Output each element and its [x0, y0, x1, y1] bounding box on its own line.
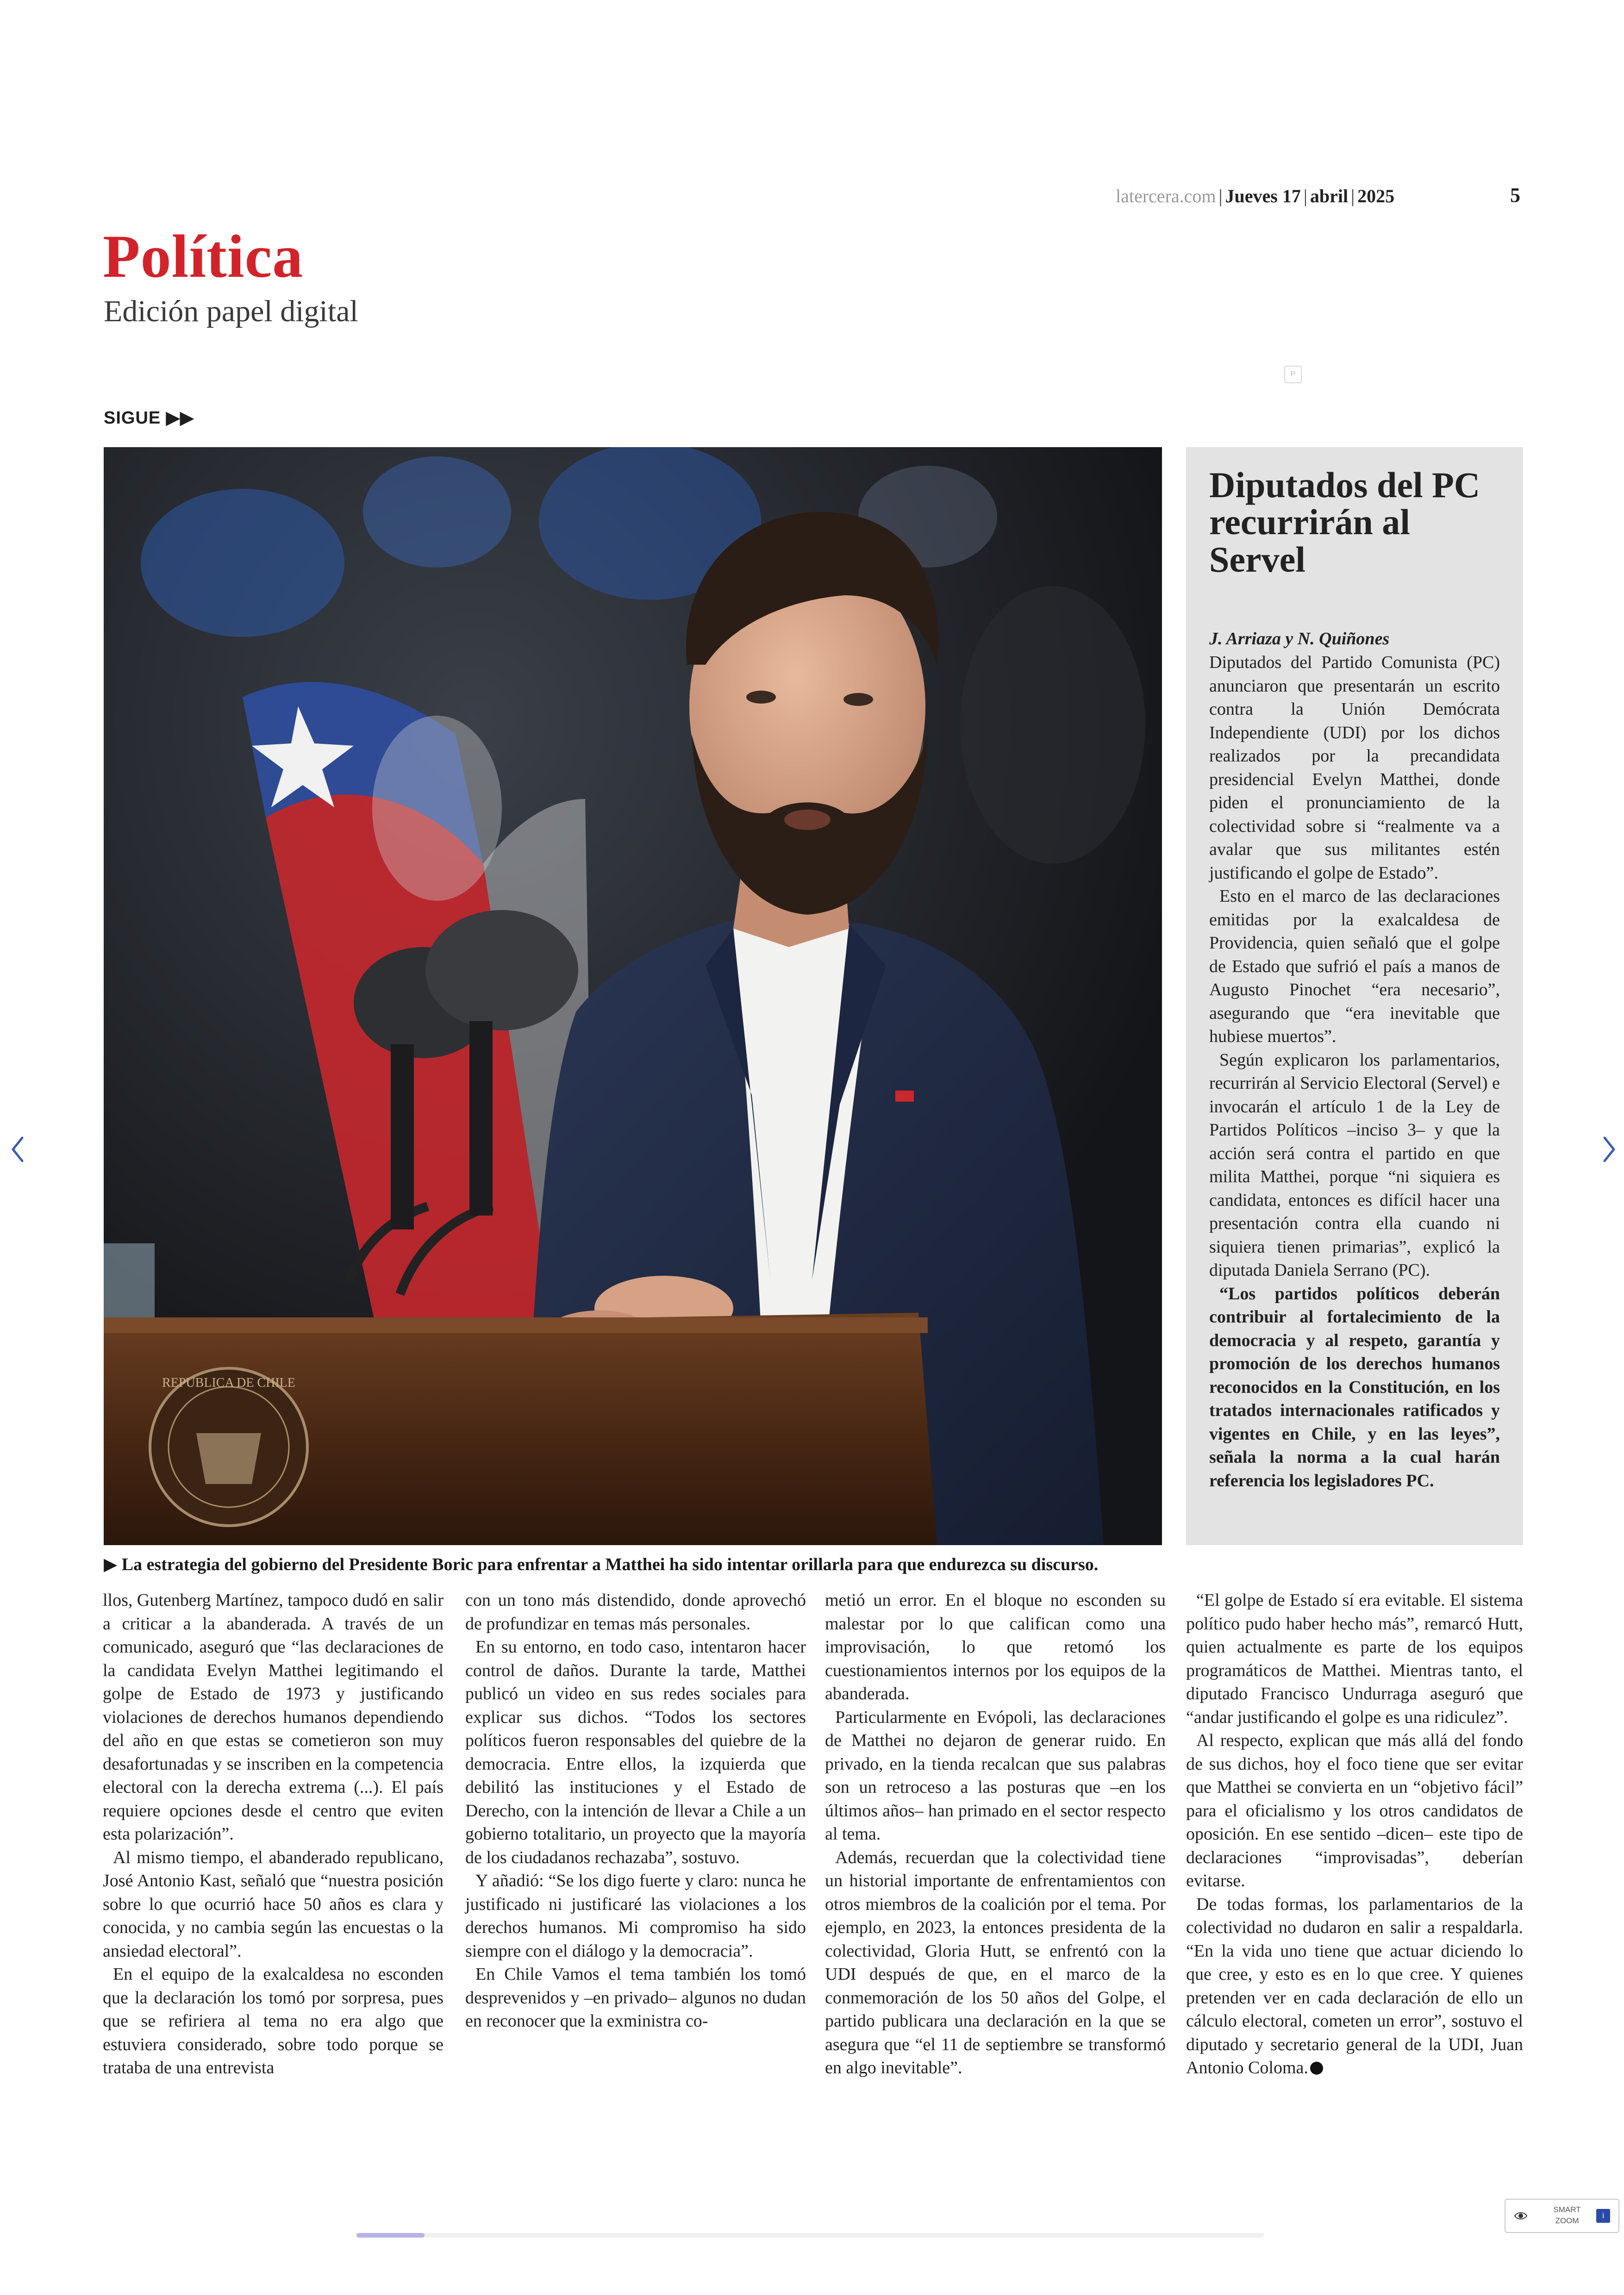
end-of-article-icon — [1310, 2062, 1323, 2075]
article-paragraph: Al respecto, explican que más allá del fondo de sus dichos, hoy el foco tiene que ser evitar que Matthei se convierta en un “objetivo fácil” para el oficialismo y los otros candidatos de oposición. En ese sentido –dicen– este tipo de declaraciones “improvisadas”, deberían evitarse. — [1186, 1731, 1523, 1890]
article-paragraph: Además, recuerdan que la colectividad tiene un historial importante de enfrentamientos con otros miembros de la coalición por el tema. Por ejemplo, en 2023, la entonces presidenta de la colectividad, Gloria Hutt, se enfrentó con la UDI después de que, en el marco de la conmemoración de los 50 años del Golpe, el partido publicara una declaración en la que se asegura que “el 11 de septiembre se transformó en algo inevitable”. — [825, 1847, 1166, 2077]
chevron-left-icon[interactable] — [8, 1133, 27, 1166]
article-paragraph: “El golpe de Estado sí era evitable. El sistema político pudo haber hecho más”, remarcó Hutt, quien actualmente es parte de los equipos programáticos de Matthei. Mientras tanto, el diputado Francisco Undurraga aseguró que “andar justificando el golpe es una ridiculez”. — [1186, 1590, 1523, 1727]
side-paragraph-3: Según explicaron los parlamentarios, recurrirán al Servicio Electoral (Servel) e invocarán el artículo 1 de la Ley de Partidos Políticos –inciso 3– y que la acción será contra el partido en que milita Matthei, porque “ni siquiera es candidata, entonces es difícil hacer una presentación contra ella cuando ni siquiera tienen primarias”, explicó la diputada Daniela Serrano (PC). — [1209, 1050, 1500, 1280]
smart-zoom-label-line2: ZOOM — [1555, 2216, 1579, 2225]
article-paragraph: En Chile Vamos el tema también los tomó desprevenidos y –en privado– algunos no dudan en reconocer que la exministra co- — [465, 1964, 806, 2031]
section-title: Política — [103, 222, 304, 290]
article-column-3 — [825, 1589, 1166, 2080]
article-column-1 — [103, 1589, 443, 2080]
article-paragraph: metió un error. En el bloque no esconden su malestar por lo que califican como una improvisación, lo que retomó los cuestionamientos internos por los equipos de la abanderada. — [825, 1590, 1166, 1703]
article-column-2 — [465, 1589, 806, 2033]
smart-zoom-label-line1: SMART — [1553, 2205, 1581, 2214]
article-paragraph: En el equipo de la exalcaldesa no esconden que la declaración los tomó por sorpresa, pues que se refiriera al tema no era algo que estuviera considerado, sobre todo porque se trataba de una entrevista — [103, 1964, 443, 2077]
article-paragraph: Y añadió: “Se los digo fuerte y claro: nunca he justificado ni justificaré las violaciones a los derechos humanos. Mi compromiso ha sido siempre con el diálogo y la democracia”. — [465, 1871, 806, 1961]
article-paragraph: con un tono más distendido, donde aprovechó de profundizar en temas más personales. — [465, 1590, 806, 1634]
continued-label: SIGUE ▶▶ — [104, 408, 194, 428]
article-column-4 — [1186, 1589, 1523, 2080]
header-day: Jueves 17 — [1225, 186, 1301, 206]
main-photo — [104, 447, 1162, 1545]
header-month: abril — [1310, 186, 1349, 206]
info-badge-icon[interactable]: i — [1596, 2209, 1610, 2223]
section-subtitle: Edición papel digital — [104, 294, 358, 328]
side-article-body — [1209, 651, 1500, 1492]
side-article-title: Diputados del PC recurrirán al Servel — [1209, 465, 1480, 580]
header-year: 2025 — [1357, 186, 1395, 206]
smart-zoom-button[interactable] — [1505, 2199, 1619, 2233]
side-paragraph-4: “Los partidos políticos deberán contribuir al fortalecimiento de la democracia y al respeto, garantía y promoción de los derechos humanos reconocidos en la Constitución, en los tratados internacionales ratificados y vigentes en Chile, y en las leyes”, señala la norma a la cual harán referencia los legisladores PC. — [1209, 1284, 1500, 1491]
podium-seal-text: REPUBLICA DE CHILE — [162, 1376, 295, 1390]
page-header-info: latercera.com | Jueves 17 | abril | 2025 — [1116, 186, 1395, 206]
side-paragraph-1: Diputados del Partido Comunista (PC) anunciaron que presentarán un escrito contra la Unión Demócrata Independiente (UDI) por los dichos realizados por la precandidata presidencial Evelyn Matthei, donde piden el pronunciamiento de la colectividad sobre si “realmente va a avalar que sus militantes estén justificando el golpe de Estado”. — [1209, 653, 1500, 883]
article-last-text: De todas formas, los parlamentarios de la colectividad no dudaron en salir a respaldarla. “En la vida uno tiene que actuar diciendo lo que cree, y esto es en lo que cree. Y quienes pretenden ver en cada declaración de ello un cálculo electoral, cometen un error”, sostuvo el diputado y secretario general de la UDI, Juan Antonio Coloma. — [1186, 1894, 1523, 2077]
side-article-author: J. Arriaza y N. Quiñones — [1209, 629, 1390, 649]
article-paragraph: llos, Gutenberg Martínez, tampoco dudó en salir a criticar a la abanderada. A través de un comunicado, aseguró que “las declaraciones de la candidata Evelyn Matthei legitimando el golpe de Estado de 1973 y justificando violaciones de derechos humanos dependiendo del año en que estas se cometieron son muy desafortunadas y se inscriben en la competencia electoral con la derecha extrema (...). El país requiere opciones desde el centro que eviten esta polarización”. — [103, 1590, 443, 1844]
article-paragraph: Particularmente en Evópoli, las declaraciones de Matthei no dejaron de generar ruido. En privado, en la tienda recalcan que sus palabras son un retroceso a las posturas que –en los últimos años– han primado en el sector respecto al tema. — [825, 1707, 1166, 1844]
page-number: 5 — [1510, 184, 1520, 206]
smart-zoom-label — [1542, 2204, 1593, 2226]
side-paragraph-2: Esto en el marco de las declaraciones emitidas por la exalcaldesa de Providencia, quien señaló que el golpe de Estado que sufrió el país a manos de Augusto Pinochet “era necesario”, asegurando que “era inevitable que hubiese muertos”. — [1209, 886, 1500, 1046]
article-paragraph: Al mismo tiempo, el abanderado republicano, José Antonio Kast, señaló que “nuestra posición sobre lo que ocurrió hace 50 años es clara y conocida, y no cambia según las encuestas o la ansiedad electoral”. — [103, 1847, 443, 1961]
site-name: latercera.com — [1116, 186, 1216, 206]
page-progress-bar[interactable] — [356, 2233, 1264, 2238]
chevron-right-icon[interactable] — [1600, 1133, 1618, 1166]
eye-icon — [1514, 2209, 1528, 2223]
side-article-box — [1186, 447, 1523, 1545]
page-marker-icon[interactable]: P — [1284, 366, 1302, 383]
page-progress-fill — [356, 2233, 425, 2238]
article-paragraph: En su entorno, en todo caso, intentaron hacer control de daños. Durante la tarde, Matthei publicó un video en sus redes sociales para explicar sus dichos. “Todos los sectores políticos fueron responsables del quiebre de la democracia. Entre ellos, la izquierda que debilitó las instituciones y el Estado de Derecho, con la intención de llevar a Chile a un gobierno totalitario, un proyecto que la mayoría de los ciudadanos rechazaba”, sostuvo. — [465, 1637, 806, 1867]
photo-caption: ▶ La estrategia del gobierno del Presidente Boric para enfrentar a Matthei ha sido intentar orillarla para que endurezca su discurso. — [104, 1555, 1099, 1574]
article-paragraph-last — [1186, 1893, 1523, 2080]
